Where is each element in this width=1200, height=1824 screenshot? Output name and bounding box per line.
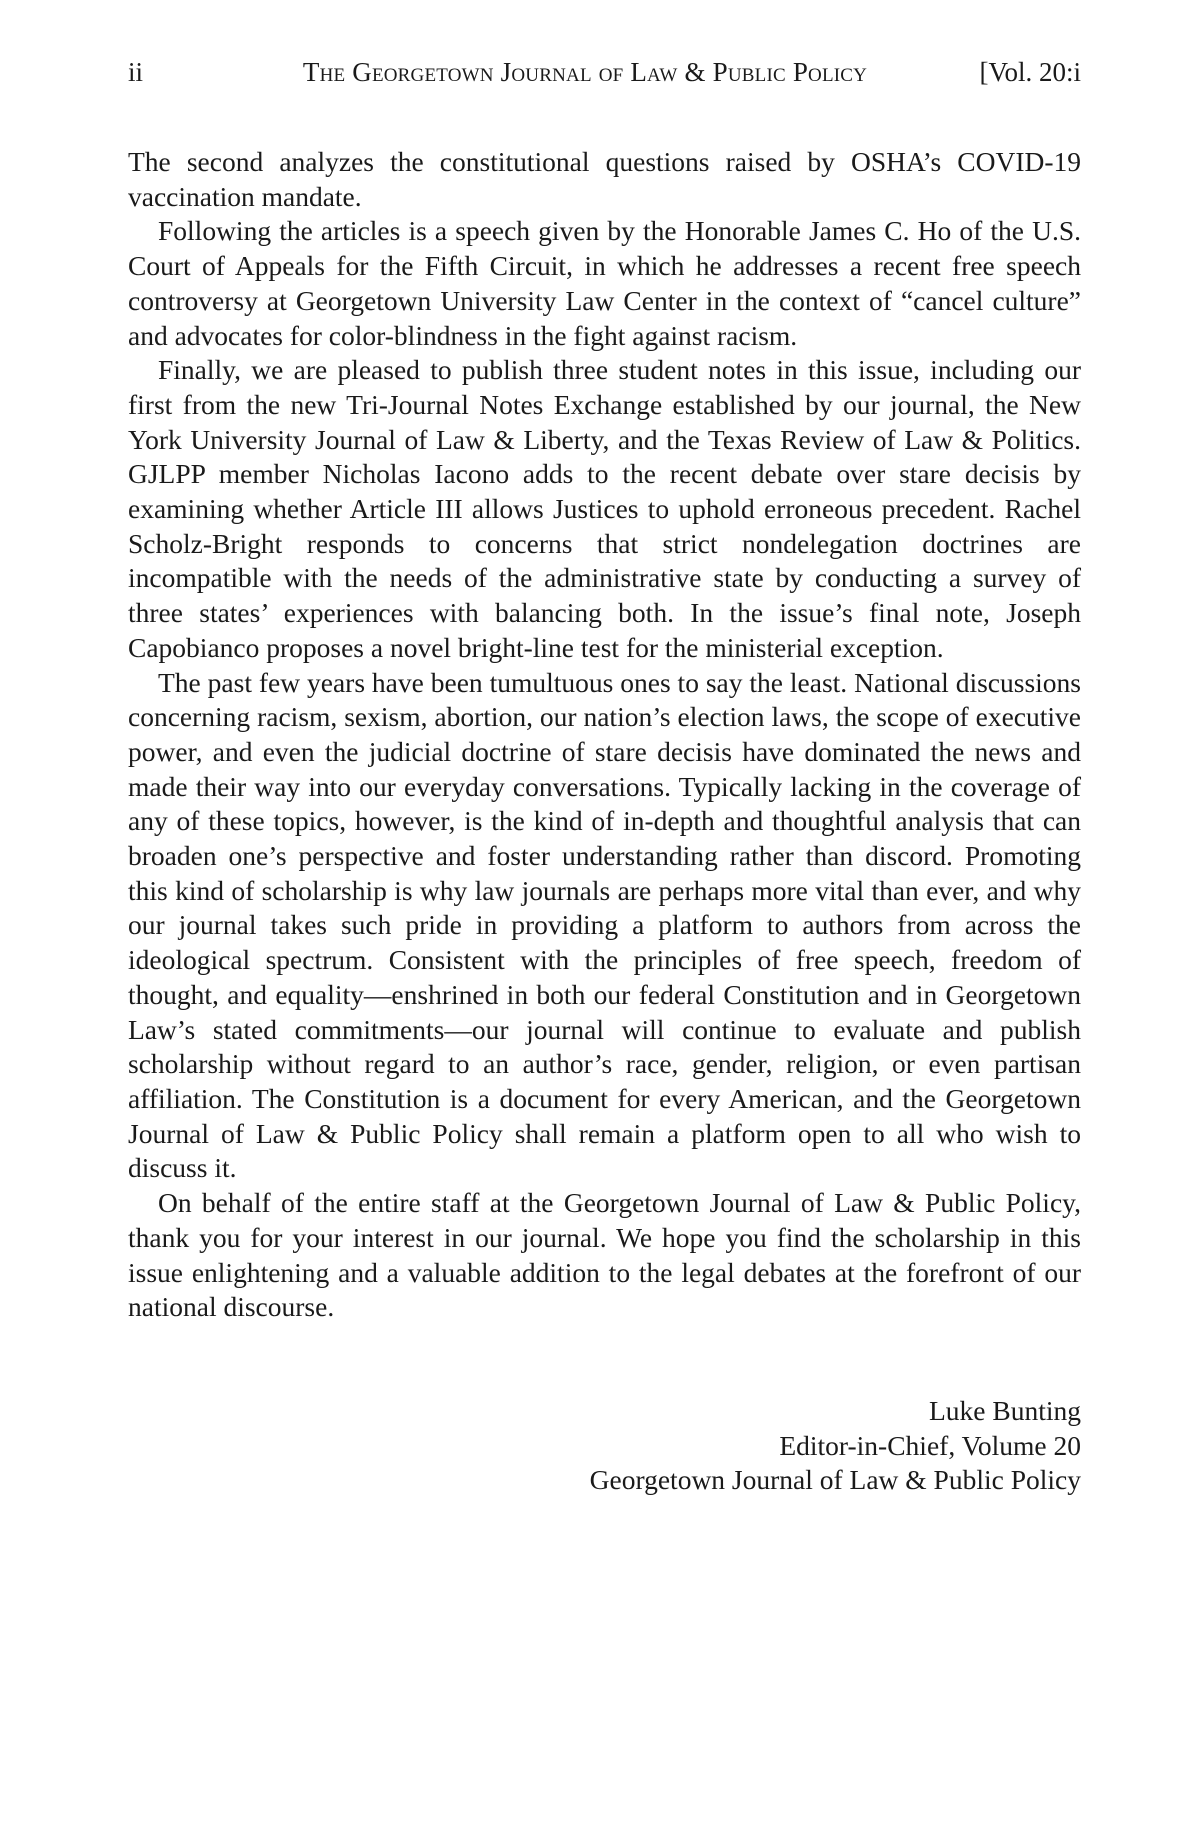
running-header	[128, 52, 1081, 92]
signature-block	[128, 1394, 1081, 1498]
body-text	[128, 145, 1081, 1325]
paragraph: Following the articles is a speech given by the Honorable James C. Ho of the U.S. Court of Appeals for the Fifth Circuit, in which he addresses a recent free speech controversy at Georgetown University Law Center in the context of “cancel culture” and advocates for color-blindness in the fight against racism.	[128, 215, 1081, 351]
signatory-organization: Georgetown Journal of Law & Public Policy	[589, 1464, 1081, 1495]
signatory-role: Editor-in-Chief, Volume 20	[779, 1429, 1081, 1461]
volume-reference: [Vol. 20:i	[979, 57, 1081, 87]
signatory-name: Luke Bunting	[928, 1395, 1081, 1426]
paragraph-continued: The second analyzes the constitutional questions raised by OSHA’s COVID-19 vaccination mandate.	[128, 146, 1081, 212]
page-number: ii	[128, 57, 144, 87]
paragraph: The past few years have been tumultuous ones to say the least. National discussions concerning racism, sexism, abortion, our nation’s election laws, the scope of executive power, and even the judicial doctrine of stare decisis have dominated the news and made their way into our everyday conversations. Typically lacking in the coverage of any of these topics, however, is the kind of in-depth and thoughtful analysis that can broaden one’s perspective and foster understanding rather than discord. Promoting this kind of scholarship is why law journals are perhaps more vital than ever, and why our journal takes such pride in providing a platform to authors from across the ideological spectrum. Consistent with the principles of free speech, freedom of thought, and equality—enshrined in both our federal Constitution and in Georgetown Law’s stated commitments—our journal will continue to evaluate and publish scholarship without regard to an author’s race, gender, religion, or even partisan affiliation. The Constitution is a document for every American, and the Georgetown Journal of Law & Public Policy shall remain a platform open to all who wish to discuss it.	[128, 666, 1081, 1184]
paragraph: On behalf of the entire staff at the Georgetown Journal of Law & Public Policy, thank you for your interest in our journal. We hope you find the scholarship in this issue enlightening and a valuable addition to the legal debates at the forefront of our national discourse.	[128, 1187, 1081, 1323]
paragraph: Finally, we are pleased to publish three student notes in this issue, including our first from the new Tri-Journal Notes Exchange established by our journal, the New York University Journal of Law & Liberty, and the Texas Review of Law & Politics. GJLPP member Nicholas Iacono adds to the recent debate over stare decisis by examining whether Article III allows Justices to uphold erroneous precedent. Rachel Scholz-Bright responds to concerns that strict nondelegation doctrines are incompatible with the needs of the administrative state by conducting a survey of three states’ experiences with balancing both. In the issue’s final note, Joseph Capobianco proposes a novel bright-line test for the ministerial exception.	[128, 354, 1081, 663]
journal-title: The Georgetown Journal of Law & Public Policy	[302, 57, 868, 87]
